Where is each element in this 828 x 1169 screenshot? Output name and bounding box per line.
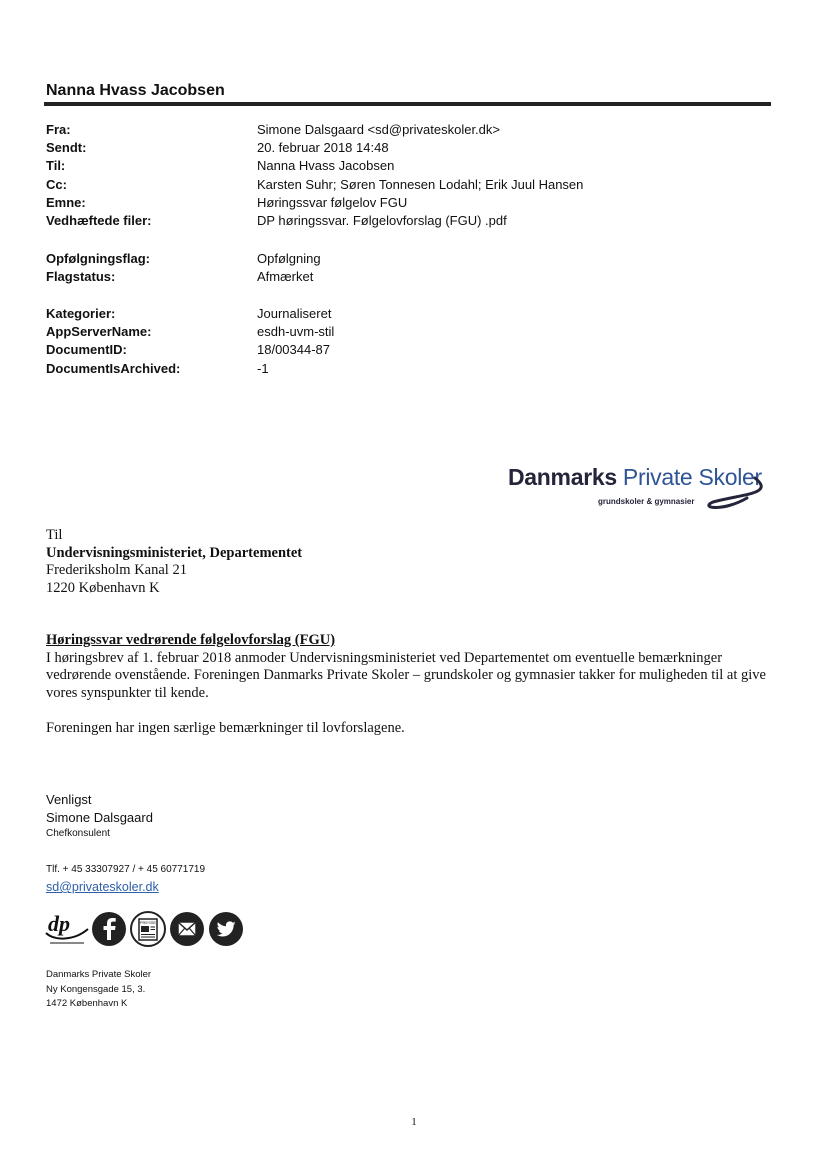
dp-logo-text: dp [48, 911, 70, 936]
meta-label: DocumentIsArchived: [46, 360, 181, 376]
meta-value: 18/00344-87 [257, 342, 331, 358]
address-recipient: Undervisningsministeriet, Departementet [46, 544, 303, 561]
footer-org: Danmarks Private Skoler [46, 969, 152, 980]
signature-email-link[interactable]: sd@privateskoler.dk [46, 880, 159, 894]
meta-row-sent [46, 139, 583, 157]
logo-tagline: grundskoler & gymnasier [598, 497, 695, 506]
meta-label: Til: [46, 158, 66, 174]
meta-label: Vedhæftede filer: [46, 213, 152, 229]
meta-value: Afmærket [257, 269, 314, 285]
newsletter-icon-label: PRESSE [139, 920, 157, 925]
meta-row-flag-status [46, 268, 321, 286]
email-signature [46, 791, 206, 894]
meta-row-document-archived [46, 360, 334, 378]
mail-icon[interactable] [169, 911, 205, 947]
email-metadata-group-2 [46, 250, 321, 286]
social-icons [44, 911, 244, 951]
letter-paragraph-1: I høringsbrev af 1. februar 2018 anmoder Undervisningsministeriet ved Departementet om eventuelle bemærkninger vedrørende ovenstående. Foreningen Danmarks Private Skoler – grundskoler og gymnasier takker for muligheden til at give vores synspunkter til kende. [46, 649, 766, 701]
dp-logo-icon[interactable] [44, 911, 90, 947]
meta-label: Cc: [46, 176, 67, 192]
address-city: 1220 København K [46, 579, 160, 596]
meta-value: Nanna Hvass Jacobsen [257, 158, 395, 174]
footer-street: Ny Kongensgade 15, 3. [46, 983, 146, 995]
signature-phone: Tlf. + 45 33307927 / + 45 60771719 [46, 864, 206, 875]
meta-label: Fra: [46, 122, 71, 137]
meta-value: esdh-uvm-stil [257, 324, 335, 340]
logo-swoosh-icon [683, 468, 773, 510]
email-metadata-group-3 [46, 305, 334, 378]
meta-label: Opfølgningsflag: [46, 251, 150, 266]
letter-body [46, 632, 776, 738]
meta-value: DP høringssvar. Følgelovforslag (FGU) .pdf [257, 213, 507, 229]
logo-brand-main: Danmarks [508, 464, 623, 490]
address-street: Frederiksholm Kanal 21 [46, 562, 187, 579]
meta-label: DocumentID: [46, 342, 127, 358]
footer-address [46, 968, 151, 1012]
signature-greeting: Venligst [46, 792, 92, 807]
meta-row-followup-flag [46, 250, 321, 268]
meta-value: Journaliseret [257, 306, 332, 321]
header-divider [44, 102, 771, 106]
meta-value: Opfølgning [257, 251, 321, 266]
meta-row-cc [46, 176, 583, 194]
facebook-icon[interactable] [91, 911, 127, 947]
meta-row-app-server [46, 323, 334, 341]
meta-value: 20. februar 2018 14:48 [257, 140, 389, 156]
meta-value: -1 [257, 360, 269, 376]
address-to: Til [46, 527, 63, 543]
meta-value: Høringssvar følgelov FGU [257, 194, 408, 210]
signature-title: Chefkonsulent [46, 828, 110, 839]
meta-row-subject [46, 194, 583, 212]
page-number: 1 [411, 1116, 417, 1128]
meta-label: Kategorier: [46, 306, 116, 321]
meta-label: Emne: [46, 194, 86, 210]
signature-name: Simone Dalsgaard [46, 810, 153, 825]
meta-value: Simone Dalsgaard <sd@privateskoler.dk> [257, 122, 500, 137]
newsletter-icon[interactable] [130, 911, 166, 947]
twitter-icon[interactable] [208, 911, 244, 947]
meta-label: Sendt: [46, 140, 87, 156]
meta-row-from [46, 121, 583, 139]
meta-row-attachments [46, 212, 583, 230]
letter-paragraph-2: Foreningen har ingen særlige bemærkninger til lovforslagene. [46, 719, 405, 736]
footer-city: 1472 København K [46, 998, 128, 1009]
logo-brand-accent: Private Skoler [622, 464, 762, 490]
meta-label: AppServerName: [46, 324, 152, 340]
meta-row-categories [46, 305, 334, 323]
email-metadata-group-1 [46, 121, 583, 230]
meta-row-to [46, 157, 583, 175]
owner-name: Nanna Hvass Jacobsen [46, 82, 225, 99]
meta-value: Karsten Suhr; Søren Tonnesen Lodahl; Erik Juul Hansen [257, 176, 584, 192]
letter-subject: Høringssvar vedrørende følgelovforslag (FGU) [46, 632, 336, 648]
meta-row-document-id [46, 341, 334, 359]
recipient-address [46, 527, 302, 597]
organization-logo [508, 464, 778, 514]
meta-label: Flagstatus: [46, 269, 116, 285]
